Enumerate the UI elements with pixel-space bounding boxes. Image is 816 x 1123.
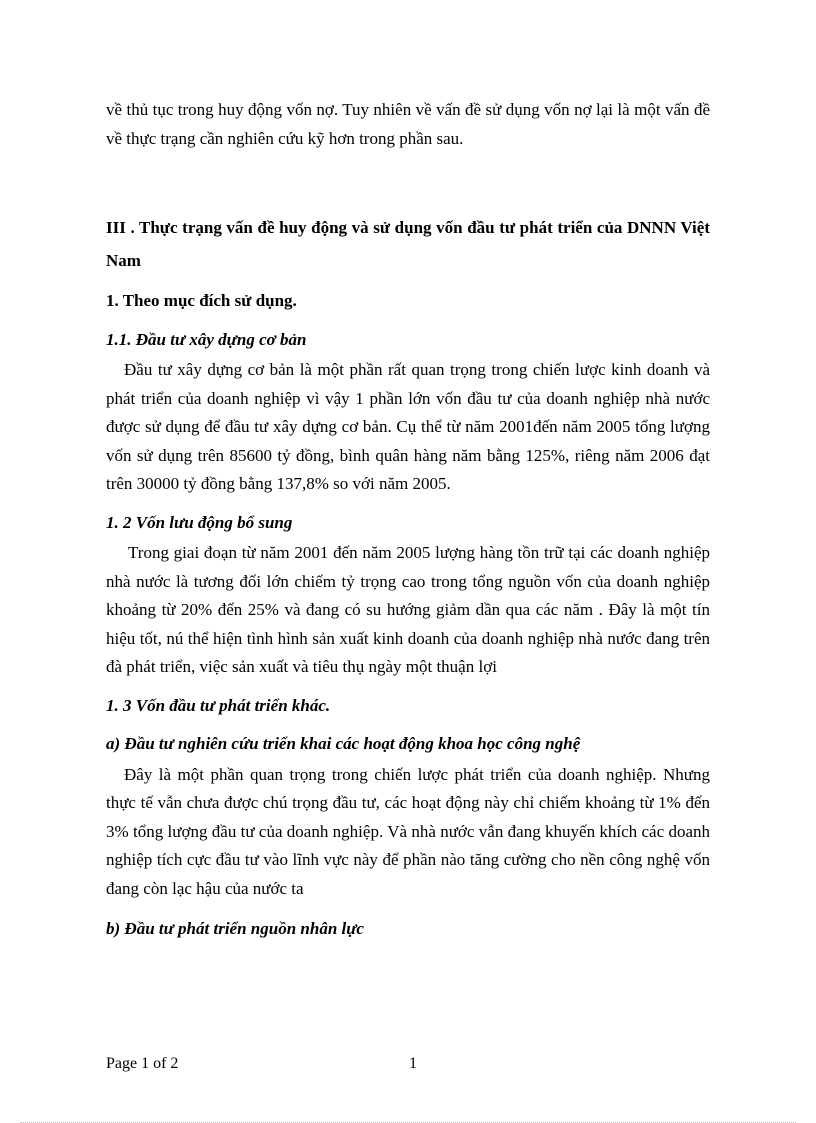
subsection-heading-1: 1. Theo mục đích sử dụng.: [106, 291, 297, 310]
page-number: 1: [409, 1055, 417, 1072]
subsection-heading-1-1: 1.1. Đầu tư xây dựng cơ bản: [106, 329, 307, 349]
paragraph-working-capital: Trong giai đoạn từ năm 2001 đến năm 2005 lượng hàng tồn trữ tại các doanh nghiệp nhà nước là tương đối lớn chiếm tỷ trọng cao trong tổng nguồn vốn của doanh nghiệp khoảng từ 20% đến 25% và đang có su hướng giảm dần qua các năm . Đây là một tín hiệu tốt, nú thể hiện tình hình sản xuất kinh doanh của doanh nghiệp nhà nước đang trên đà phát triển, việc sản xuất và tiêu thụ ngày một thuận lợi: [106, 543, 710, 676]
paragraph-capital-construction: Đầu tư xây dựng cơ bản là một phần rất quan trọng trong chiến lược kinh doanh và phát triển của doanh nghiệp vì vậy 1 phần lớn vốn đầu tư của doanh nghiệp nhà nước được sử dụng để đầu tư xây dựng cơ bản. Cụ thể từ năm 2001đến năm 2005 tổng lượng vốn sử dụng trên 85600 tỷ đồng, bình quân hàng năm bằng 125%, riêng năm 2006 đạt trên 30000 tỷ đồng bằng 137,8% so với năm 2005.: [106, 360, 710, 493]
section-heading-iii: III . Thực trạng vấn đề huy động và sử dụng vốn đầu tư phát triển của DNNN Việt Nam: [106, 218, 710, 270]
subsection-heading-1-3: 1. 3 Vốn đầu tư phát triển khác.: [106, 695, 331, 715]
subsection-heading-1-2: 1. 2 Vốn lưu động bổ sung: [106, 512, 293, 532]
page-content: [106, 96, 710, 946]
subsection-heading-b: b) Đầu tư phát triển nguồn nhân lực: [106, 919, 364, 938]
paragraph-research: Đây là một phần quan trọng trong chiến lược phát triển của doanh nghiệp. Nhưng thực tế vẫn chưa được chú trọng đầu tư, các hoạt động này chỉ chiếm khoảng từ 1% đến 3% tổng lượng đầu tư của doanh nghiệp. Và nhà nước vẫn đang khuyến khích các doanh nghiệp tích cực đầu tư vào lĩnh vực này để phần nào tăng cường cho nền công nghệ vốn đang còn lạc hậu của nước ta: [106, 764, 710, 898]
subsection-heading-a: a) Đầu tư nghiên cứu triển khai các hoạt động khoa học công nghệ: [106, 734, 581, 753]
page-label: Page 1 of 2: [106, 1055, 179, 1072]
paragraph-continuation: về thủ tục trong huy động vốn nợ. Tuy nhiên về vấn đề sử dụng vốn nợ lại là một vấn đề về thực trạng cần nghiên cứu kỹ hơn trong phần sau.: [106, 100, 710, 148]
